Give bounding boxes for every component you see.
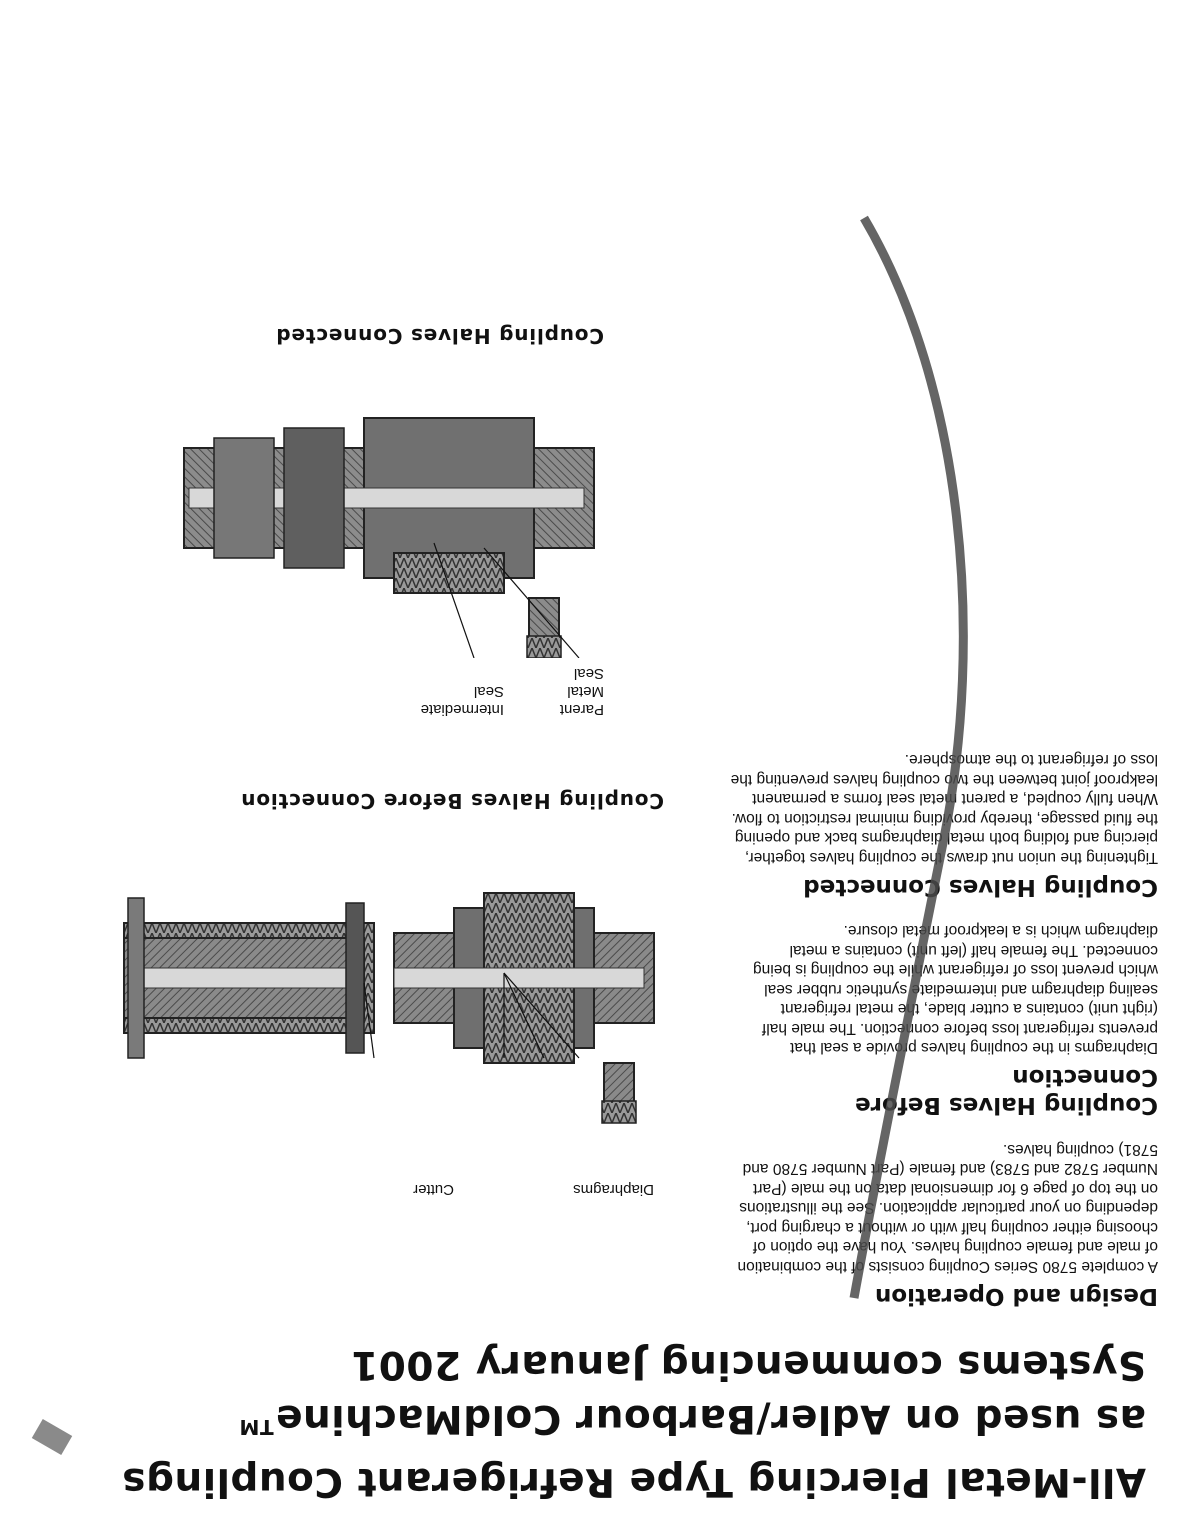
section-heading-connected: Coupling Halves Connected — [803, 874, 1158, 900]
section-body-connected: Tightening the union nut draws the coupling halves together, piercing and folding both metal diaphragms back and opening the fluid passage, thereby providing minimal restriction to flow. When fully coupled, a parent metal seal forms a permanent leakproof joint between the two coupling halves preventing the loss of refrigerant to the atmosphere. — [730, 751, 1158, 866]
label-diaphragms: Diaphragms — [573, 1181, 654, 1198]
section-body-before: Diaphragms in the coupling halves provide a seal that prevents refrigerant loss before connection. The male half (right unit) contains a cutter blade, the metal refrigerant sealing diaphragm and intermediate synthetic rubber seal which prevent loss of refrigerant while the coupling is being connected. The female half (left unit) contains a metal diaphragm which is a leakproof metal closure. — [753, 922, 1158, 1057]
trademark-mark: TM — [239, 1415, 274, 1439]
section-heading-before: Coupling Halves Before Connection — [855, 1064, 1158, 1119]
section-heading-design: Design and Operation — [874, 1283, 1158, 1309]
caption-connected: Coupling Halves Connected — [275, 324, 604, 348]
label-intermediate-seal-line1: Intermediate — [420, 701, 504, 718]
label-parent-metal-seal-line1: Parent — [559, 701, 604, 718]
title-line-2-text: as used on Adler/Barbour ColdMachine — [275, 1396, 1146, 1441]
section-body-design: A complete 5780 Series Coupling consists of the combination of male and female coupling halves. You have the option of choosing either coupling half with or without a charging port, depending on your particular application. See the illustrations on the top of page 6 for dimensional data on the male (Part Number 5782 and 5783) and female (Part Number 5780 and 5781) coupling halves. — [737, 1141, 1158, 1275]
label-intermediate-seal-line2: Seal — [473, 683, 504, 700]
label-parent-metal-seal-line2: Metal — [567, 683, 604, 700]
title-line-3: Systems commencing January 2001 — [350, 1342, 1146, 1387]
label-parent-metal-seal-line3: Seal — [573, 665, 604, 682]
label-cutter: Cutter — [413, 1181, 454, 1198]
caption-before-connection: Coupling Halves Before Connection — [240, 789, 664, 813]
title-line-1: All-Metal Piercing Type Refrigerant Couplings — [121, 1459, 1146, 1504]
